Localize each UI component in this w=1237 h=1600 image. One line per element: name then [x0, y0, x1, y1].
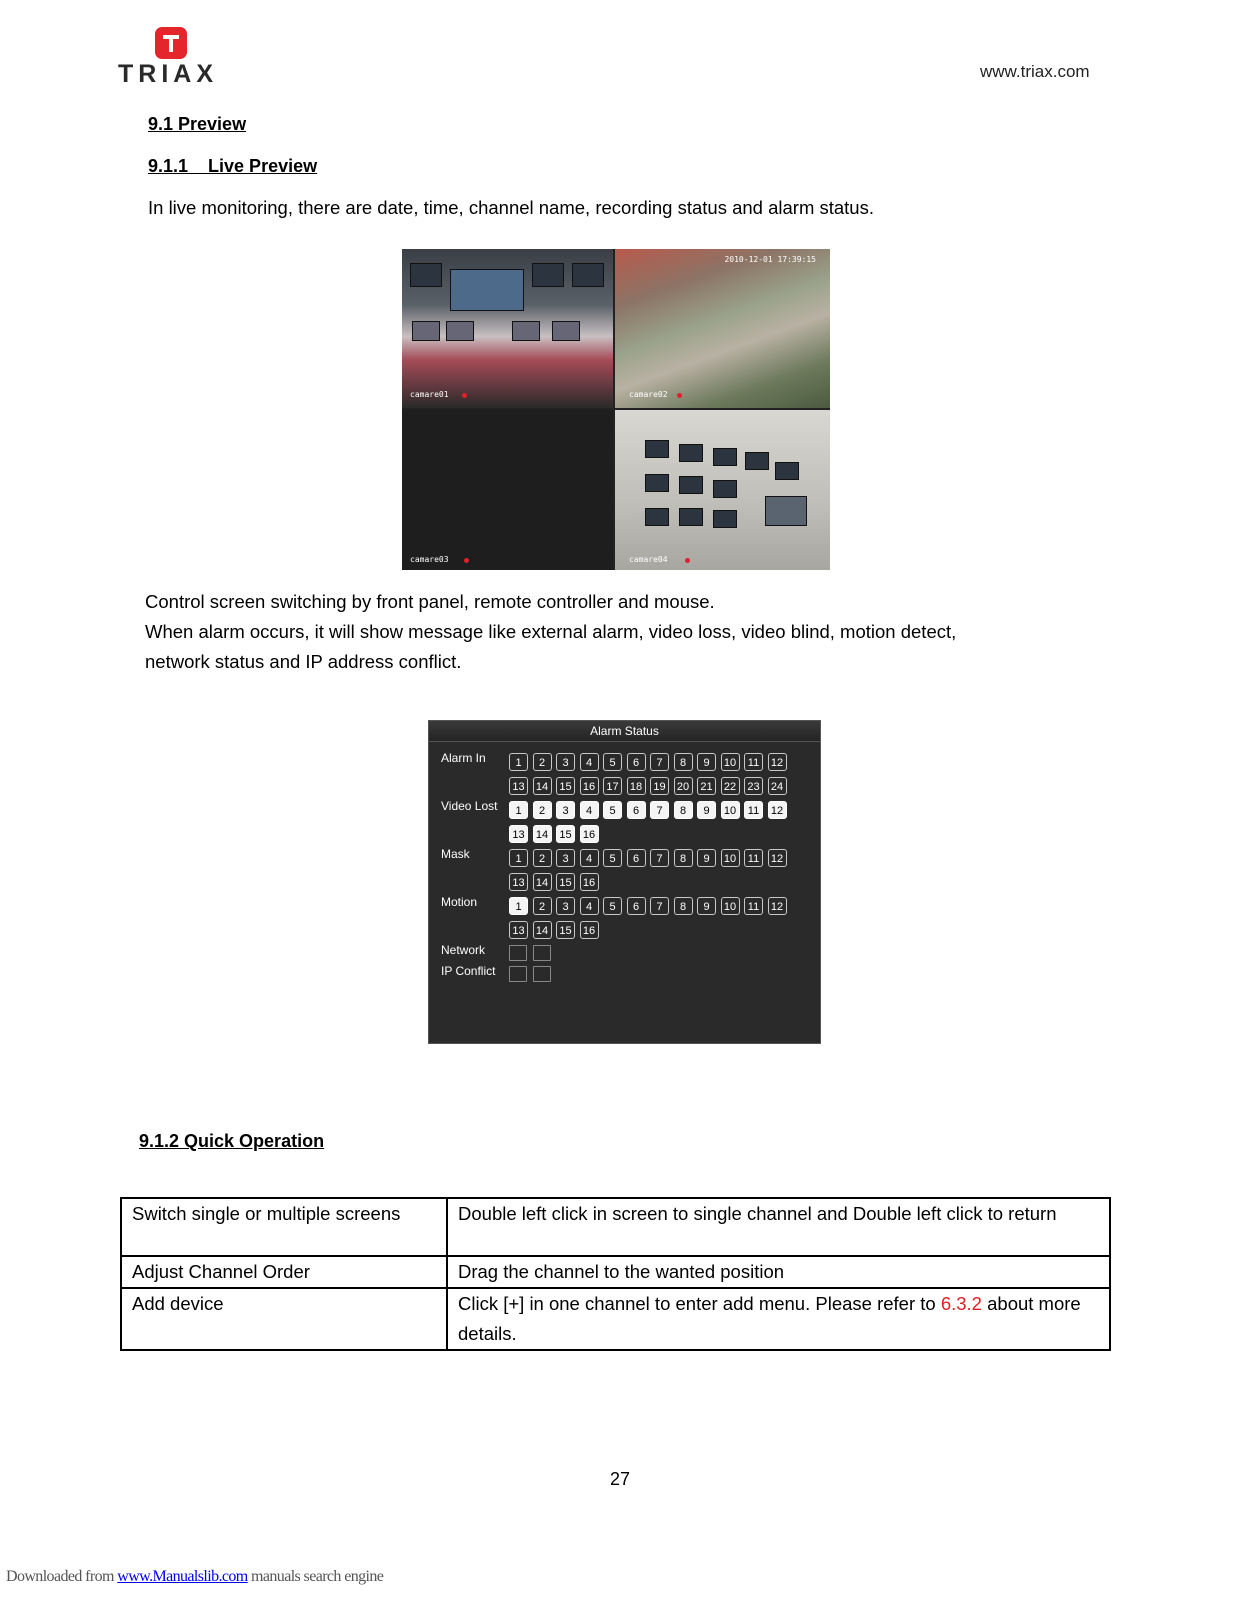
channel-indicator: 7	[650, 897, 669, 915]
channel-indicator: 9	[697, 801, 716, 819]
channel-indicator: 8	[674, 753, 693, 771]
channel-indicator: 3	[556, 753, 575, 771]
channel-indicator: 5	[603, 801, 622, 819]
section-heading-9-1: 9.1 Preview	[148, 114, 247, 134]
alarm-paragraph-line-1: When alarm occurs, it will show message like external alarm, video loss, video blind, motion detect,	[145, 621, 957, 642]
channel-indicator: 16	[580, 777, 599, 795]
channel-indicator: 13	[509, 777, 528, 795]
camera-label: camare04	[629, 555, 668, 564]
channel-indicator: 11	[744, 801, 763, 819]
channel-indicator: 20	[674, 777, 693, 795]
triax-logo-text: TRIAX	[118, 60, 218, 88]
camera-label: camare03	[410, 555, 449, 564]
channel-indicator: 16	[580, 825, 599, 843]
channel-indicator: 7	[650, 753, 669, 771]
channel-indicator: 11	[744, 897, 763, 915]
channel-indicator: 2	[533, 753, 552, 771]
channel-indicator: 6	[627, 753, 646, 771]
table-cell-description: Drag the channel to the wanted position	[447, 1256, 1110, 1288]
channel-indicator: 1	[509, 897, 528, 915]
footer-prefix: Downloaded from	[6, 1568, 118, 1585]
channel-indicator: 5	[603, 753, 622, 771]
camera-view-1	[402, 249, 613, 408]
alarm-row-label: Mask	[441, 847, 470, 861]
status-indicator	[509, 945, 527, 961]
camera-label: camare02	[629, 390, 668, 399]
description-text: about more details.	[458, 1293, 1081, 1344]
channel-indicator: 3	[556, 849, 575, 867]
channel-indicator: 22	[721, 777, 740, 795]
channel-indicator: 1	[509, 801, 528, 819]
site-url: www.triax.com	[980, 62, 1090, 81]
table-row	[121, 1198, 1110, 1256]
quick-operation-table	[120, 1197, 1111, 1351]
channel-indicator: 14	[533, 873, 552, 891]
record-status-icon	[677, 393, 682, 398]
record-status-icon	[462, 393, 467, 398]
camera-label: camare01	[410, 390, 449, 399]
alarm-paragraph-line-2: network status and IP address conflict.	[145, 651, 462, 672]
channel-indicator: 24	[768, 777, 787, 795]
channel-indicator: 11	[744, 849, 763, 867]
channel-indicator: 18	[627, 777, 646, 795]
channel-indicator: 15	[556, 921, 575, 939]
status-indicator	[533, 966, 551, 982]
channel-indicator: 7	[650, 849, 669, 867]
channel-indicator: 23	[744, 777, 763, 795]
channel-indicator: 10	[721, 753, 740, 771]
channel-indicator: 2	[533, 849, 552, 867]
channel-indicator: 12	[768, 897, 787, 915]
channel-indicator: 12	[768, 849, 787, 867]
table-cell-action: Adjust Channel Order	[121, 1256, 447, 1288]
channel-indicator: 9	[697, 849, 716, 867]
intro-paragraph: In live monitoring, there are date, time, channel name, recording status and alarm status.	[148, 197, 874, 218]
alarm-row-label: Network	[441, 943, 486, 957]
channel-indicator: 10	[721, 897, 740, 915]
channel-indicator: 15	[556, 873, 575, 891]
channel-indicator: 21	[697, 777, 716, 795]
table-cell-action: Add device	[121, 1288, 447, 1350]
download-footer	[6, 1568, 383, 1586]
table-row	[121, 1288, 1110, 1350]
channel-indicator: 12	[768, 801, 787, 819]
channel-indicator: 4	[580, 897, 599, 915]
channel-indicator: 8	[674, 897, 693, 915]
channel-indicator: 2	[533, 801, 552, 819]
table-cell-description: Double left click in screen to single channel and Double left click to return	[447, 1198, 1110, 1256]
channel-indicator: 14	[533, 921, 552, 939]
section-heading-9-1-2: 9.1.2 Quick Operation	[139, 1131, 325, 1151]
channel-indicator: 1	[509, 753, 528, 771]
alarm-status-icon	[464, 558, 469, 563]
channel-indicator: 4	[580, 753, 599, 771]
section-reference-link[interactable]: 6.3.2	[940, 1293, 982, 1314]
alarm-row-label: IP Conflict	[441, 964, 496, 978]
channel-indicator: 5	[603, 897, 622, 915]
alarm-row-label: Motion	[441, 895, 478, 909]
channel-indicator: 1	[509, 849, 528, 867]
preview-timestamp: 2010-12-01 17:39:15	[724, 255, 816, 264]
table-cell-action: Switch single or multiple screens	[121, 1198, 447, 1256]
channel-indicator: 14	[533, 825, 552, 843]
camera-view-4	[615, 410, 830, 570]
live-preview-image	[402, 249, 830, 570]
manualslib-link[interactable]: www.Manualslib.com	[117, 1568, 248, 1585]
channel-indicator: 14	[533, 777, 552, 795]
channel-indicator: 17	[603, 777, 622, 795]
channel-indicator: 6	[627, 897, 646, 915]
channel-indicator: 9	[697, 897, 716, 915]
channel-indicator: 4	[580, 801, 599, 819]
alarm-row-label: Video Lost	[441, 799, 498, 813]
channel-indicator: 15	[556, 825, 575, 843]
channel-indicator: 19	[650, 777, 669, 795]
channel-indicator: 9	[697, 753, 716, 771]
camera-view-3	[402, 410, 613, 570]
channel-indicator: 8	[674, 801, 693, 819]
channel-indicator: 10	[721, 849, 740, 867]
channel-indicator: 13	[509, 825, 528, 843]
table-cell-description	[447, 1288, 1110, 1350]
description-text: Click [+] in one channel to enter add menu. Please refer to	[458, 1293, 941, 1314]
channel-indicator: 3	[556, 801, 575, 819]
table-row	[121, 1256, 1110, 1288]
alarm-row-label: Alarm In	[441, 751, 486, 765]
status-indicator	[509, 966, 527, 982]
record-status-icon	[685, 558, 690, 563]
channel-indicator: 15	[556, 777, 575, 795]
channel-indicator: 3	[556, 897, 575, 915]
alarm-status-title: Alarm Status	[429, 721, 820, 742]
channel-indicator: 4	[580, 849, 599, 867]
channel-indicator: 8	[674, 849, 693, 867]
channel-indicator: 13	[509, 873, 528, 891]
channel-indicator: 7	[650, 801, 669, 819]
channel-indicator: 6	[627, 801, 646, 819]
page-number: 27	[610, 1469, 631, 1489]
channel-indicator: 2	[533, 897, 552, 915]
control-paragraph: Control screen switching by front panel, remote controller and mouse.	[145, 591, 715, 612]
status-indicator	[533, 945, 551, 961]
channel-indicator: 13	[509, 921, 528, 939]
channel-indicator: 12	[768, 753, 787, 771]
channel-indicator: 16	[580, 921, 599, 939]
channel-indicator: 16	[580, 873, 599, 891]
triax-logo-icon	[155, 27, 187, 59]
channel-indicator: 6	[627, 849, 646, 867]
footer-suffix: manuals search engine	[247, 1568, 384, 1585]
section-heading-9-1-1: 9.1.1 Live Preview	[148, 156, 318, 176]
camera-view-2	[615, 249, 830, 408]
channel-indicator: 11	[744, 753, 763, 771]
alarm-status-panel	[428, 720, 821, 1044]
channel-indicator: 10	[721, 801, 740, 819]
channel-indicator: 5	[603, 849, 622, 867]
